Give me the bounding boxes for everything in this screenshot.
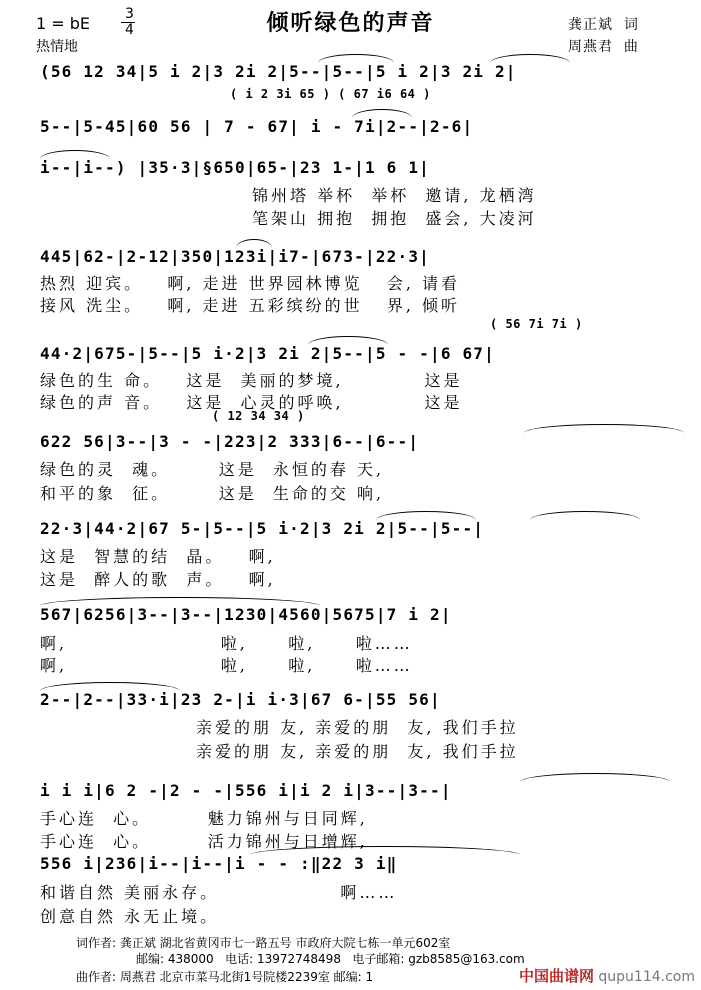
lyrics-line-3-verse-2: 笔架山 拥抱 拥抱 盛会, 大凌河 <box>252 209 537 228</box>
notation-line-8: 567|6256|3--|3--|1230|4560|5675|7 i 2| <box>40 605 452 624</box>
lyricist-contact: 邮编: 438000 电话: 13972748498 电子邮箱: gzb8585@163.com <box>136 952 525 966</box>
lyrics-line-9-verse-1: 亲爱的朋 友, 亲爱的朋 友, 我们手拉 <box>196 718 519 737</box>
composer-credit: 周燕君 曲 <box>568 39 639 55</box>
slur <box>530 511 640 520</box>
watermark-brand: 中国曲谱网 <box>518 967 594 985</box>
song-title: 倾听绿色的声音 <box>266 10 435 36</box>
lyrics-line-10-verse-2: 手心连 心。 活力锦州与日增辉, <box>40 832 368 851</box>
notation-line-9: 2--|2--|33·i|23 2-|i i·3|67 6-|55 56| <box>40 690 441 709</box>
lyrics-line-8-verse-1: 啊, 啦, 啦, 啦…… <box>40 634 413 653</box>
notation-line-3: i--|i--) |35·3|§650|65-|23 1-|1 6 1| <box>40 158 430 177</box>
notation-line-4: 445|62-|2-12|350|123i|i7-|673-|22·3| <box>40 247 430 266</box>
slur <box>524 424 684 433</box>
notation-line-1: (56 12 34|5 i 2|3 2i 2|5--|5--|5 i 2|3 2i 2| <box>40 62 517 81</box>
lyrics-line-5-verse-2: 绿色的声 音。 这是 心灵的呼唤, 这是 <box>40 393 463 412</box>
lyrics-line-11-verse-1: 和谐自然 美丽永存。 啊…… <box>40 883 398 902</box>
watermark[interactable] <box>519 965 695 986</box>
watermark-url: qupu114.com <box>598 969 695 985</box>
lyrics-line-6-verse-1: 绿色的灵 魂。 这是 永恒的春 天, <box>40 460 385 479</box>
slur <box>520 773 670 782</box>
lyrics-line-4-verse-1: 热烈 迎宾。 啊, 走进 世界园林博览 会, 请看 <box>40 274 461 293</box>
lyrics-line-7-verse-1: 这是 智慧的结 晶。 啊, <box>40 547 276 566</box>
lyrics-line-7-verse-2: 这是 醉人的歌 声。 啊, <box>40 570 276 589</box>
tempo-marking: 热情地 <box>36 39 78 55</box>
notation-line-5: 44·2|675-|5--|5 i·2|3 2i 2|5--|5 - -|6 67| <box>40 344 495 363</box>
lyrics-line-10-verse-1: 手心连 心。 魅力锦州与日同辉, <box>40 809 368 828</box>
time-signature-bottom: 4 <box>125 22 134 38</box>
time-signature-top: 3 <box>125 6 134 22</box>
notation-line-11: 556 i|236|i--|i--|i - - :‖22 3 i‖ <box>40 854 398 873</box>
notation-line-2: 5--|5-45|60 56 | 7 - 67| i - 7i|2--|2-6| <box>40 117 474 136</box>
lyrics-line-9-verse-2: 亲爱的朋 友, 亲爱的朋 友, 我们手拉 <box>196 742 519 761</box>
notation-line-10: i i i|6 2 -|2 - -|556 i|i 2 i|3--|3--| <box>40 781 452 800</box>
lyrics-line-11-verse-2: 创意自然 永无止境。 <box>40 907 220 926</box>
parenthetical-notes: ( i 2 3i 65 ) ( 67 i6 64 ) <box>230 87 431 101</box>
lyrics-line-8-verse-2: 啊, 啦, 啦, 啦…… <box>40 656 413 675</box>
lyricist-credit: 龚正斌 词 <box>568 17 639 33</box>
parenthetical-notes: ( 56 7i 7i ) <box>490 317 583 331</box>
lyrics-line-4-verse-2: 接风 洗尘。 啊, 走进 五彩缤纷的世 界, 倾听 <box>40 296 461 315</box>
lyricist-address: 词作者: 龚正斌 湖北省黄冈市七一路五号 市政府大院七栋一单元602室 <box>76 936 451 950</box>
key-signature: 1 = bE <box>36 14 91 33</box>
composer-address: 曲作者: 周燕君 北京市菜马北街1号院楼2239室 邮编: 1 <box>76 970 374 984</box>
lyrics-line-6-verse-2: 和平的象 征。 这是 生命的交 响, <box>40 484 385 503</box>
parenthetical-notes: ( 12 34 34 ) <box>212 409 305 423</box>
lyrics-line-3-verse-1: 锦州塔 举杯 举杯 邀请, 龙栖湾 <box>252 186 537 205</box>
lyrics-line-5-verse-1: 绿色的生 命。 这是 美丽的梦境, 这是 <box>40 371 463 390</box>
notation-line-6: 622 56|3--|3 - -|223|2 333|6--|6--| <box>40 432 420 451</box>
notation-line-7: 22·3|44·2|67 5-|5--|5 i·2|3 2i 2|5--|5--| <box>40 519 485 538</box>
